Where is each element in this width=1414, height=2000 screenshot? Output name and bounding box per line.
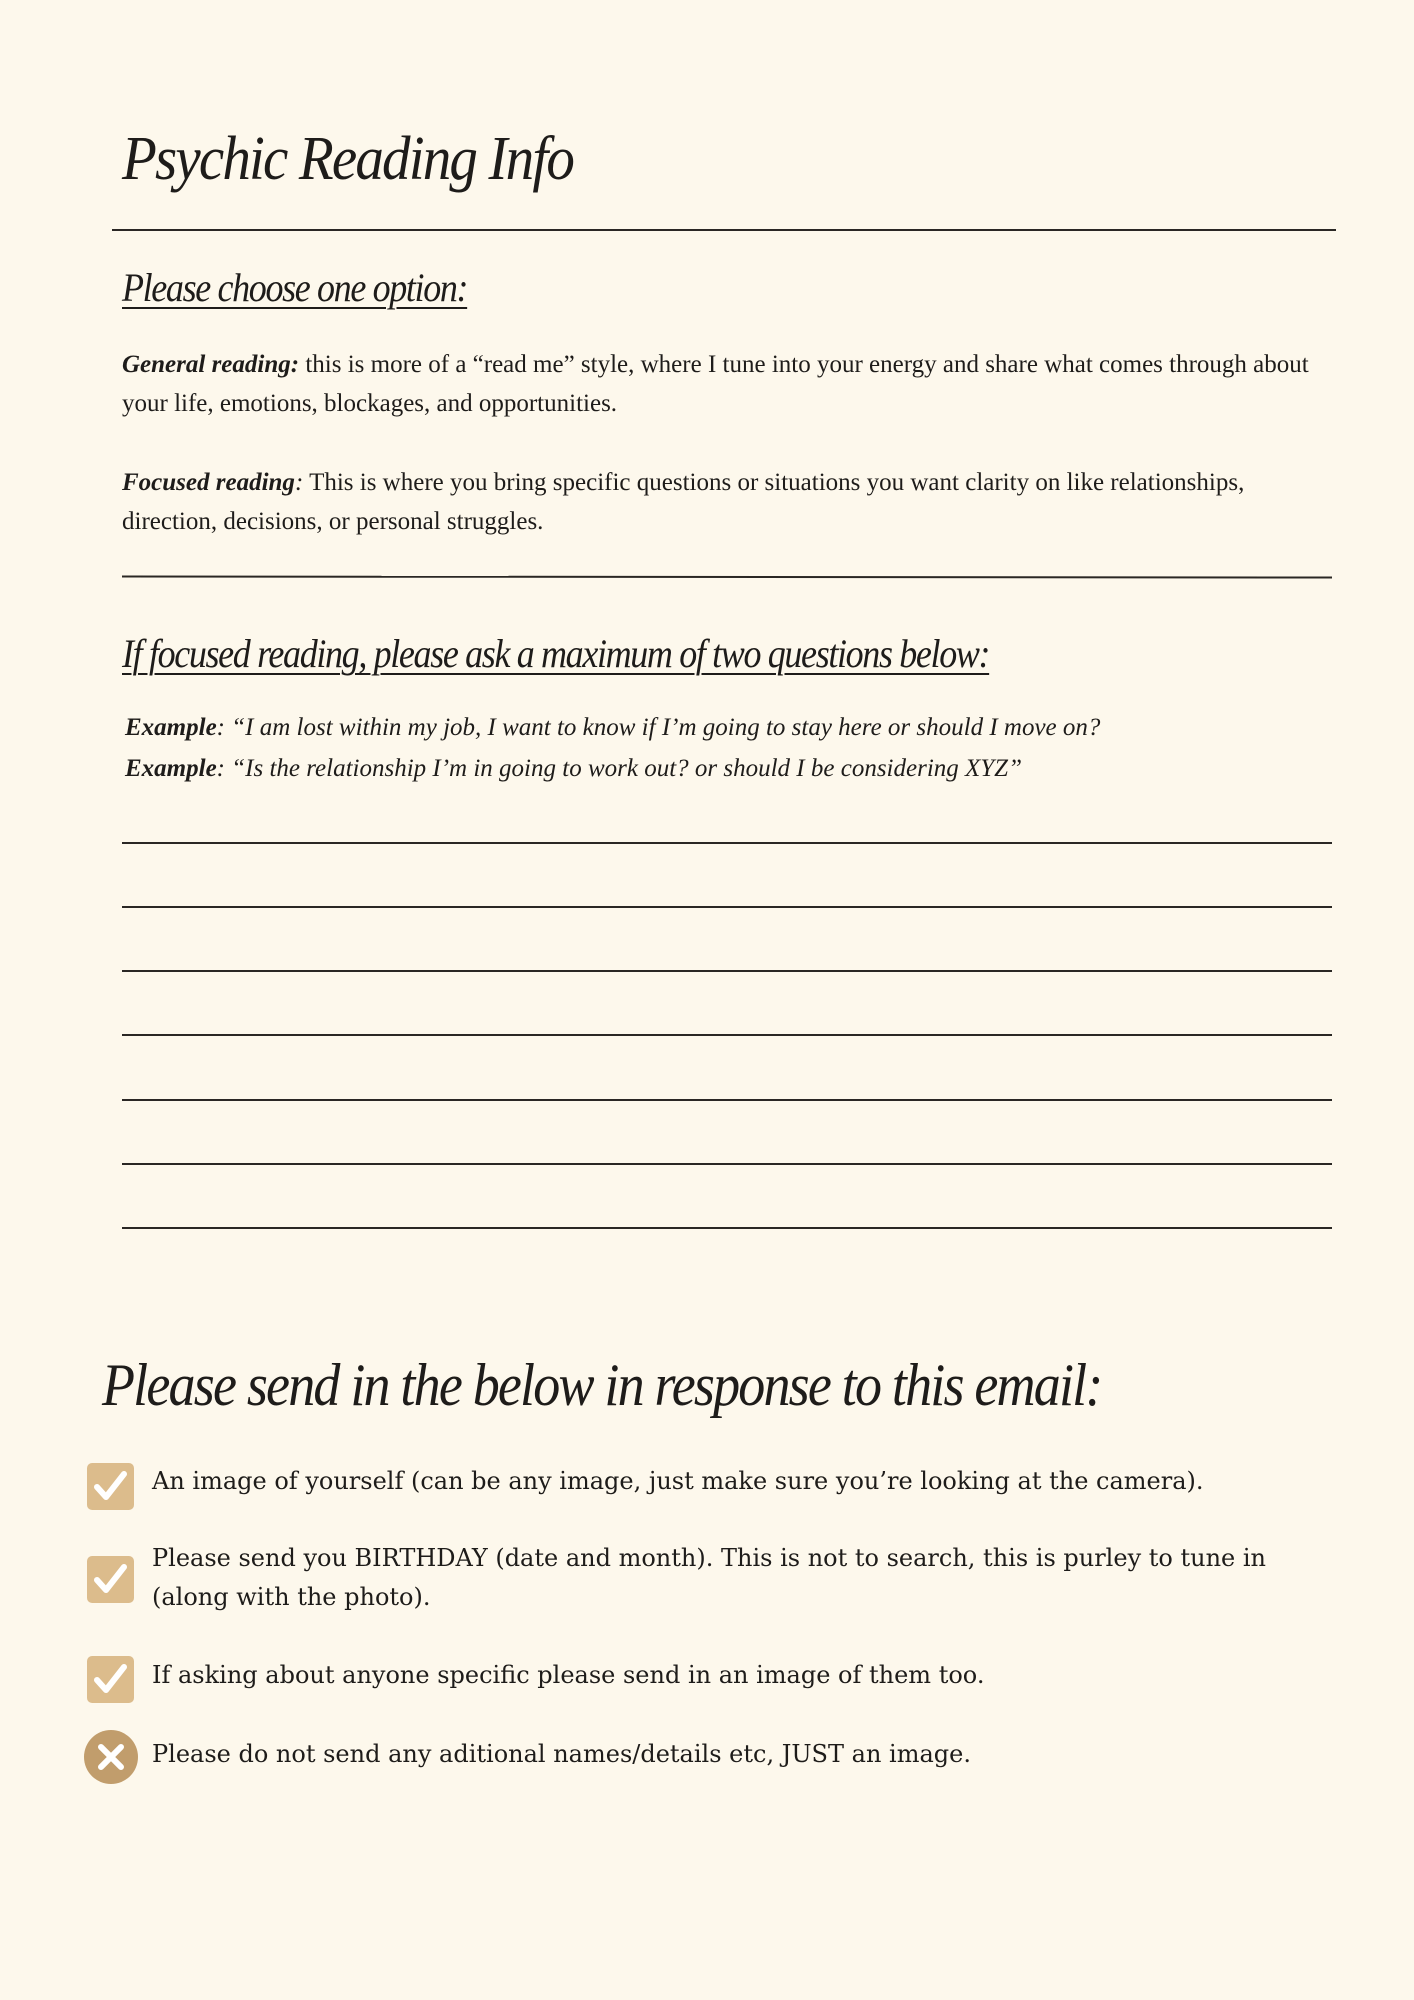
focused-reading-text: This is where you bring specific questions or situations you want clarity on like relationships, direction, decisions, or personal struggles. <box>122 469 1245 535</box>
example-text: : “I am lost within my job, I want to know if I’m going to stay here or should I move on? <box>216 714 1101 741</box>
example-label: Example <box>125 714 217 741</box>
answer-line-7[interactable] <box>122 1227 1332 1229</box>
example-question-2 <box>125 749 1325 789</box>
checklist-item-birthday: Please send you BIRTHDAY (date and month). This is not to search, this is purley to tune in (along with the photo). <box>152 1544 1266 1611</box>
answer-line-2[interactable] <box>122 906 1332 908</box>
general-reading-option <box>122 345 1332 423</box>
answer-line-3[interactable] <box>122 970 1332 972</box>
answer-line-4[interactable] <box>122 1034 1332 1036</box>
answer-line-6[interactable] <box>122 1163 1332 1165</box>
check-icon <box>87 1656 134 1703</box>
focused-reading-option <box>122 463 1332 541</box>
focused-reading-colon: : <box>294 469 304 496</box>
title-divider <box>112 229 1336 231</box>
cross-icon <box>84 1730 138 1784</box>
checklist-item-other-person: If asking about anyone specific please send in an image of them too. <box>152 1661 985 1689</box>
general-reading-label: General reading: <box>122 351 300 378</box>
answer-line-1[interactable] <box>122 842 1332 844</box>
answer-line-5[interactable] <box>122 1099 1332 1101</box>
focused-reading-label: Focused reading <box>122 469 295 496</box>
send-heading: Please send in the below in response to this email: <box>102 1352 1102 1418</box>
checklist-item-no-details: Please do not send any aditional names/details etc, JUST an image. <box>152 1740 971 1768</box>
example-label: Example <box>125 755 217 782</box>
check-icon <box>87 1556 134 1603</box>
page-title: Psychic Reading Info <box>122 125 574 193</box>
example-question-1 <box>125 708 1325 748</box>
section-divider <box>122 575 1332 578</box>
questions-heading: If focused reading, please ask a maximum of two questions below: <box>122 631 990 676</box>
options-heading: Please choose one option: <box>122 265 468 310</box>
checklist-item-image: An image of yourself (can be any image, just make sure you’re looking at the camera). <box>152 1467 1204 1495</box>
example-text: : “Is the relationship I’m in going to work out? or should I be considering XYZ” <box>216 755 1022 782</box>
general-reading-text: this is more of a “read me” style, where I tune into your energy and share what comes through about your life, emotions, blockages, and opportunities. <box>122 351 1309 417</box>
check-icon <box>87 1463 134 1510</box>
